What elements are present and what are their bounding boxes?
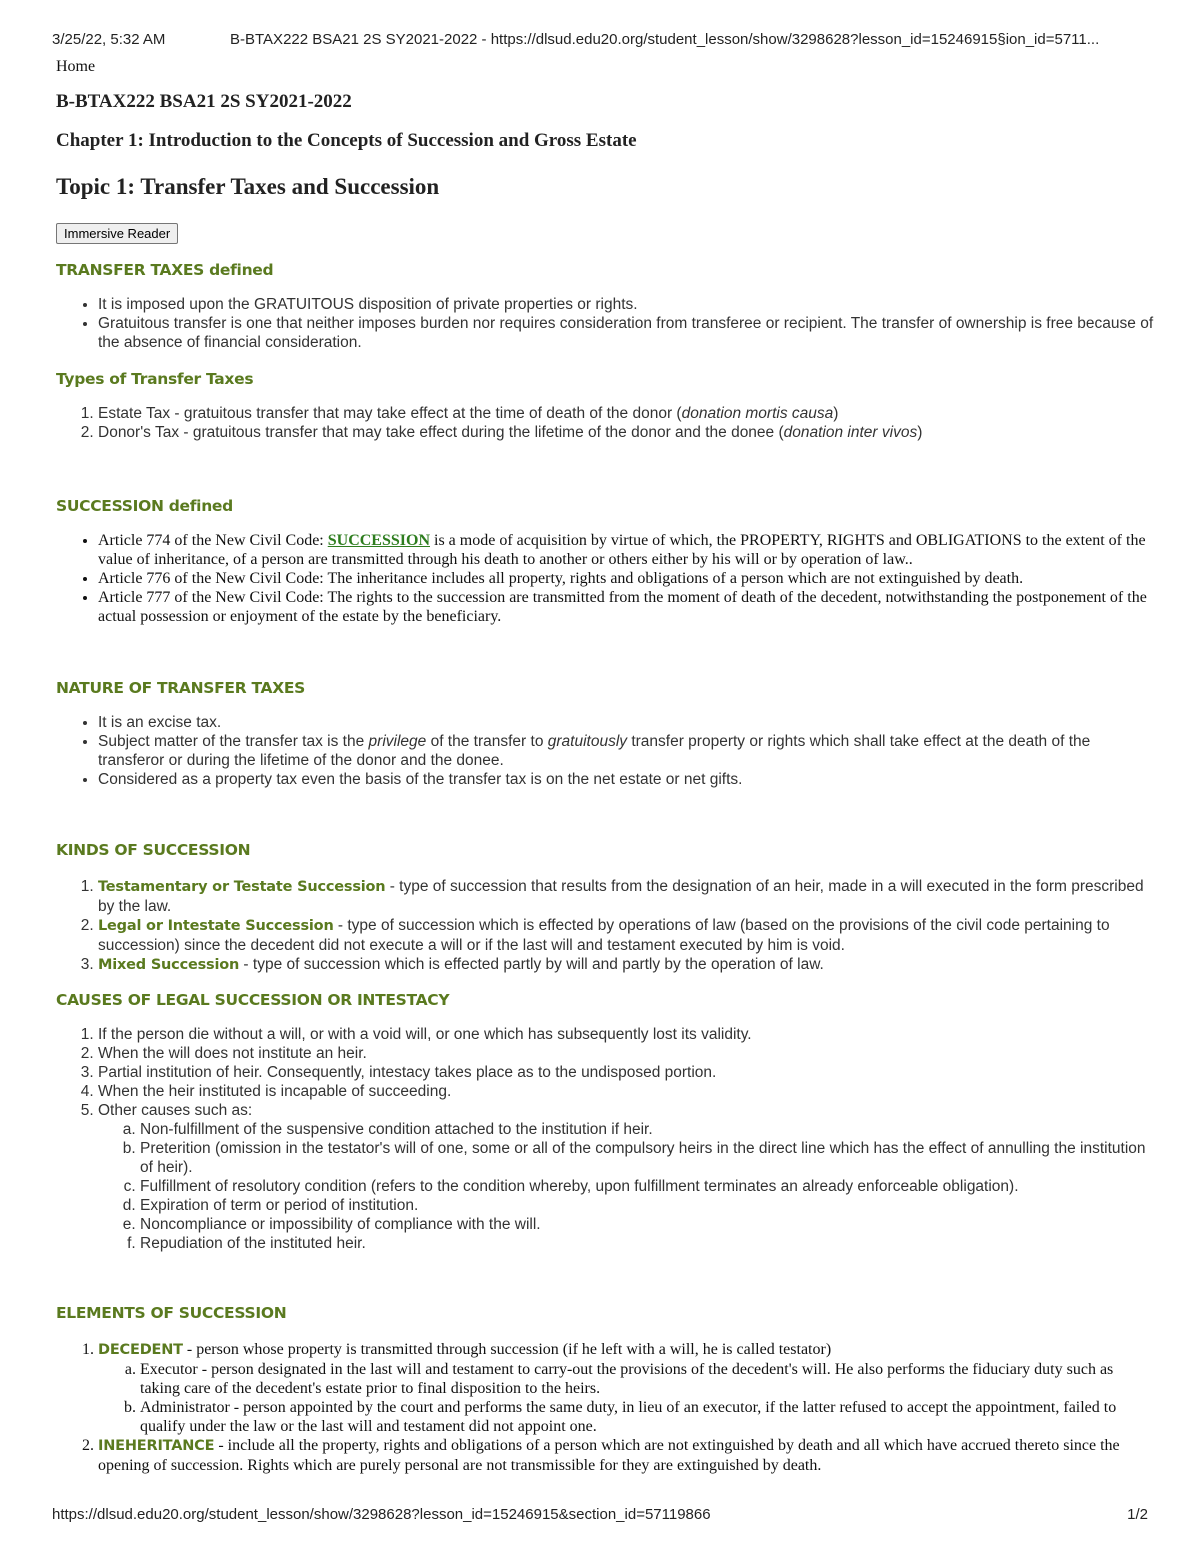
- nature-list: [56, 713, 1156, 789]
- list-item: • Article 776 of the New Civil Code: The inheritance includes all property, rights and obligations of a person which are not extinguished by death.: [98, 569, 1156, 588]
- list-item: 3. Partial institution of heir. Consequently, intestacy takes place as to the undisposed portion.: [98, 1063, 1156, 1082]
- breadcrumb-home-link[interactable]: Home: [56, 58, 96, 75]
- page-number: 1/2: [1127, 1506, 1148, 1523]
- print-page-title: B-BTAX222 BSA21 2S SY2021-2022 - https://dlsud.edu20.org/student_lesson/show/3298628?lesson_id=15246915§ion_id=5711...: [230, 31, 1100, 48]
- print-header: [52, 31, 1162, 48]
- list-item: 4. When the heir instituted is incapable of succeeding.: [98, 1082, 1156, 1101]
- succession-heading: SUCCESSION defined: [56, 497, 233, 515]
- list-item: • It is an excise tax.: [98, 713, 1156, 732]
- sub-list-item: a. Executor - person designated in the last will and testament to carry-out the provisions of the decedent's will. He also performs the fiduciary duty such as taking care of the decedent's estate prior to final disposition to the heirs.: [140, 1360, 1156, 1398]
- chapter-title: Chapter 1: Introduction to the Concepts of Succession and Gross Estate: [56, 130, 637, 151]
- list-item: • Article 774 of the New Civil Code: SUCCESSION is a mode of acquisition by virtue of which, the PROPERTY, RIGHTS and OBLIGATIONS to the extent of the value of inheritance, of a person are transmitted through his death to another or others either by his will or by operation of law..: [98, 531, 1156, 569]
- list-item: 1. Testamentary or Testate Succession - type of succession that results from the designation of an heir, made in a will executed in the form prescribed by the law.: [98, 877, 1156, 916]
- causes-heading: CAUSES OF LEGAL SUCCESSION OR INTESTACY: [56, 991, 450, 1009]
- elements-list: [56, 1340, 1156, 1475]
- list-item: • Article 777 of the New Civil Code: The rights to the succession are transmitted from the moment of death of the decedent, notwithstanding the postponement of the actual possession or enjoyment of the estate by the beneficiary.: [98, 588, 1156, 626]
- print-datetime: 3/25/22, 5:32 AM: [52, 31, 166, 48]
- immersive-reader-button[interactable]: Immersive Reader: [56, 223, 178, 244]
- types-list: [56, 404, 1156, 442]
- list-item: 2. Donor's Tax - gratuitous transfer that may take effect during the lifetime of the donor and the donee (donation inter vivos): [98, 423, 1156, 442]
- list-item: • Gratuitous transfer is one that neither imposes burden nor requires consideration from transferee or recipient. The transfer of ownership is free because of the absence of financial consideration.: [98, 314, 1156, 352]
- list-item: • Subject matter of the transfer tax is the privilege of the transfer to gratuitously transfer property or rights which shall take effect at the death of the transferor or during the lifetime of the donor and the donee.: [98, 732, 1156, 770]
- list-item: 3. Mixed Succession - type of succession which is effected partly by will and partly by the operation of law.: [98, 955, 1156, 975]
- sub-list-item: d. Expiration of term or period of institution.: [140, 1196, 1156, 1215]
- transfer-taxes-list: [56, 295, 1156, 352]
- kinds-heading: KINDS OF SUCCESSION: [56, 841, 251, 859]
- succession-link[interactable]: SUCCESSION: [327, 532, 430, 549]
- list-item: 2. When the will does not institute an heir.: [98, 1044, 1156, 1063]
- topic-title: Topic 1: Transfer Taxes and Succession: [56, 174, 440, 199]
- elements-heading: ELEMENTS OF SUCCESSION: [56, 1304, 287, 1322]
- causes-list: [56, 1025, 1156, 1253]
- sub-list-item: f. Repudiation of the instituted heir.: [140, 1234, 1156, 1253]
- sub-list-item: b. Administrator - person appointed by the court and performs the same duty, in lieu of an executor, if the latter refused to accept the appointment, failed to qualify under the law or the last will and testament did not appoint one.: [140, 1398, 1156, 1436]
- list-item: 2. Legal or Intestate Succession - type of succession which is effected by operations of law (based on the provisions of the civil code pertaining to succession) since the decedent did not execute a will or if the last will and testament executed by him is void.: [98, 916, 1156, 955]
- print-footer-url: https://dlsud.edu20.org/student_lesson/show/3298628?lesson_id=15246915&section_id=57119866: [52, 1506, 711, 1523]
- types-heading: Types of Transfer Taxes: [56, 370, 254, 388]
- kinds-list: [56, 877, 1156, 975]
- list-item: 1. If the person die without a will, or with a void will, or one which has subsequently lost its validity.: [98, 1025, 1156, 1044]
- sub-list-item: b. Preterition (omission in the testator's will of one, some or all of the compulsory heirs in the direct line which has the effect of annulling the institution of heir).: [140, 1139, 1156, 1177]
- sub-list-item: e. Noncompliance or impossibility of compliance with the will.: [140, 1215, 1156, 1234]
- course-title: B-BTAX222 BSA21 2S SY2021-2022: [56, 91, 352, 112]
- list-item: 2. INEHERITANCE - include all the property, rights and obligations of a person which are not extinguished by death and all which have accrued thereto since the opening of succession. Rights which are purely personal are not transmissible for they are extinguished by death.: [98, 1436, 1156, 1475]
- list-item: • It is imposed upon the GRATUITOUS disposition of private properties or rights.: [98, 295, 1156, 314]
- list-item: 1. Estate Tax - gratuitous transfer that may take effect at the time of death of the donor (donation mortis causa): [98, 404, 1156, 423]
- list-item: • Considered as a property tax even the basis of the transfer tax is on the net estate or net gifts.: [98, 770, 1156, 789]
- list-item: 5. Other causes such as: a. Non-fulfillment of the suspensive condition attached to the institution if heir. b. Preterition (omission in the testator's will of one, some or all of the compulsory heirs in the direct line which has the effect of annulling the institution of heir). c. Fulfillment of resolutory condition (refers to the condition whereby, upon fulfillment terminates an already enforceable obligation). d. Expiration of term or period of institution. e. Noncompliance or impossibility of compliance with the will. f. Repudiation of the instituted heir.: [98, 1101, 1156, 1253]
- print-footer: [52, 1506, 1148, 1523]
- sub-list-item: a. Non-fulfillment of the suspensive condition attached to the institution if heir.: [140, 1120, 1156, 1139]
- sub-list-item: c. Fulfillment of resolutory condition (refers to the condition whereby, upon fulfillment terminates an already enforceable obligation).: [140, 1177, 1156, 1196]
- transfer-taxes-heading: TRANSFER TAXES defined: [56, 261, 274, 279]
- list-item: 1. DECEDENT - person whose property is transmitted through succession (if he left with a will, he is called testator) a. Executor - person designated in the last will and testament to carry-out the provisions of the decedent's will. He also performs the fiduciary duty such as taking care of the decedent's estate prior to final disposition to the heirs. b. Administrator - person appointed by the court and performs the same duty, in lieu of an executor, if the latter refused to accept the appointment, failed to qualify under the law or the last will and testament did not appoint one.: [98, 1340, 1156, 1436]
- nature-heading: NATURE OF TRANSFER TAXES: [56, 679, 306, 697]
- succession-list: [56, 531, 1156, 626]
